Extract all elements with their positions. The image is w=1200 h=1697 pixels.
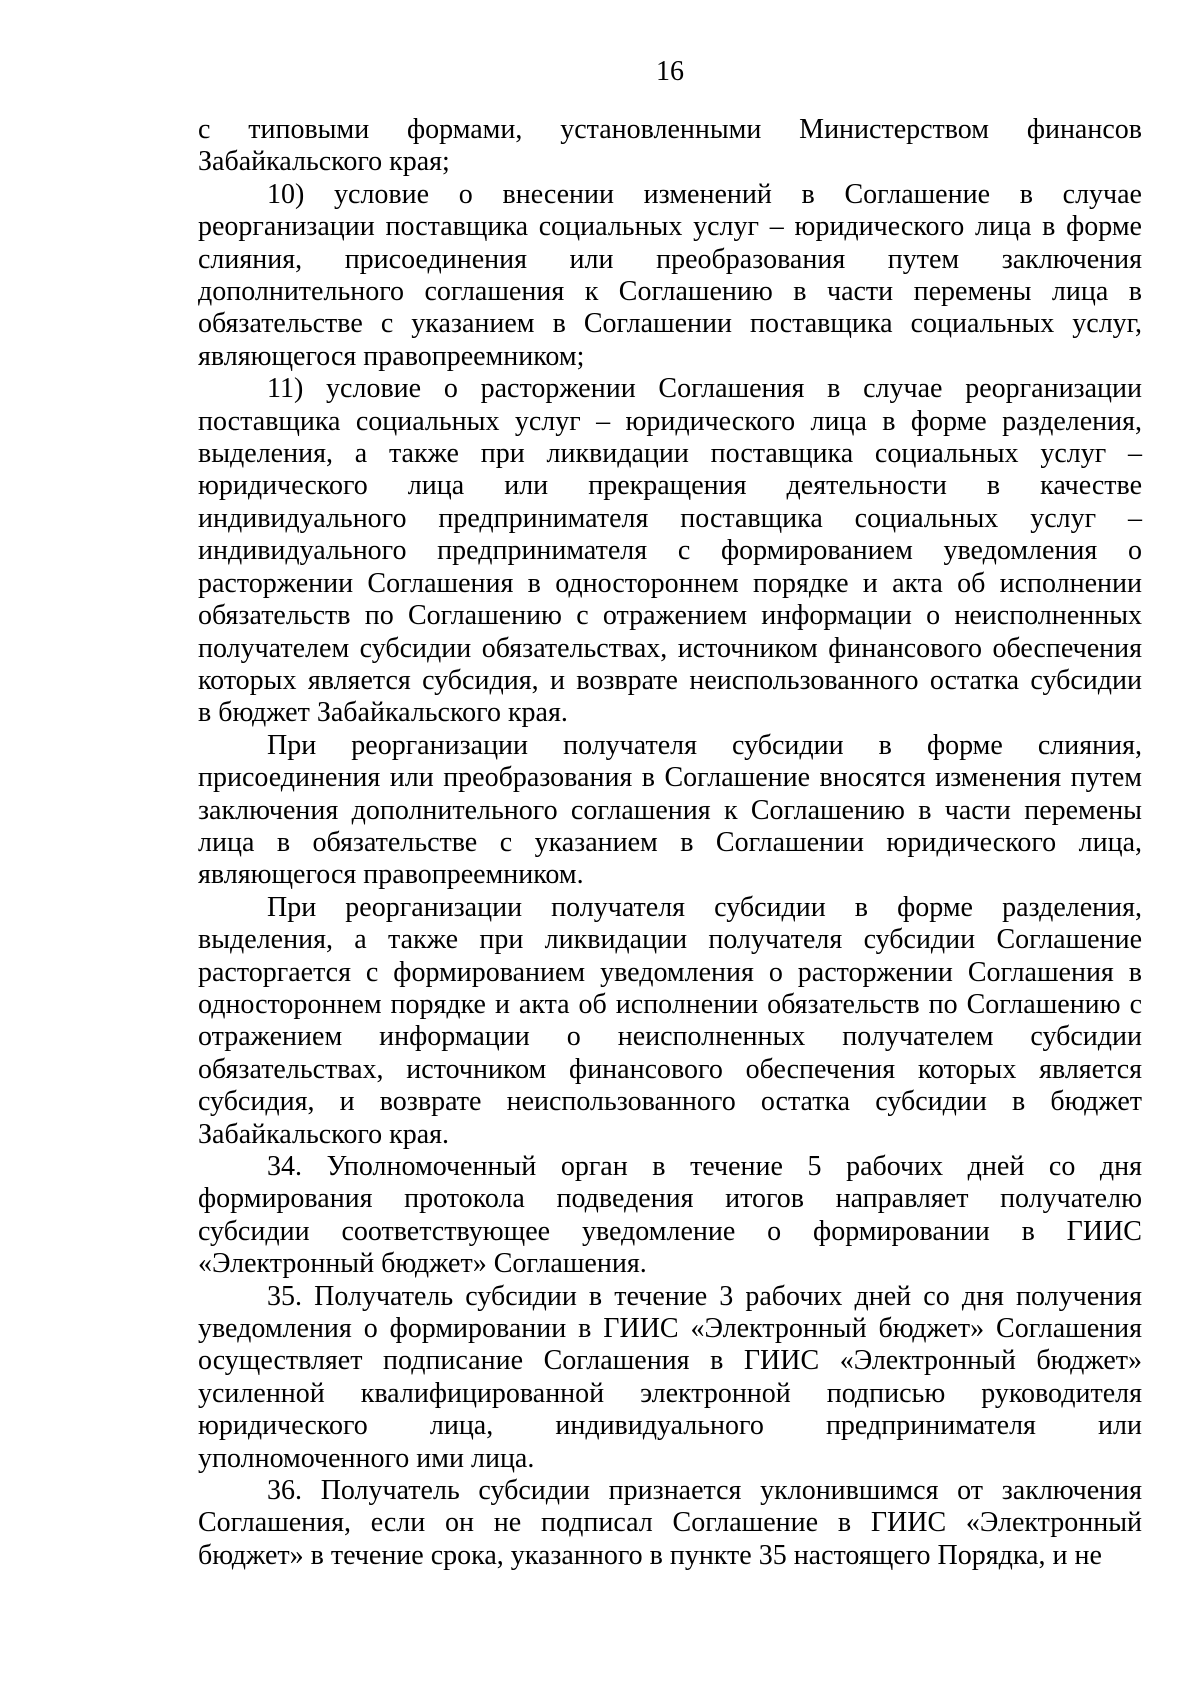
text-line: индивидуального предпринимателя с формированием уведомления о — [198, 535, 1142, 567]
text-line: бюджет» в течение срока, указанного в пункте 35 настоящего Порядка, и не — [198, 1539, 1102, 1571]
text-line: одностороннем порядке и акта об исполнении обязательств по Соглашению с — [198, 988, 1142, 1020]
text-line: дополнительного соглашения к Соглашению в части перемены лица в — [198, 276, 1142, 308]
text-line: с типовыми формами, установленными Министерством финансов — [198, 114, 1142, 145]
text-line: заключения дополнительного соглашения к Соглашению в части перемены — [198, 794, 1142, 826]
text-line: формирования протокола подведения итогов направляет получателю — [198, 1183, 1142, 1215]
text-line: являющегося правопреемником. — [198, 859, 584, 891]
page-number: 16 — [656, 56, 684, 87]
text-line: индивидуального предпринимателя поставщика социальных услуг – — [198, 502, 1142, 534]
text-line: получателем субсидии обязательствах, источником финансового обеспечения — [198, 632, 1142, 664]
text-line: в бюджет Забайкальского края. — [198, 697, 568, 729]
text-line: реорганизации поставщика социальных услуг – юридического лица в форме — [198, 211, 1142, 243]
text-line: Забайкальского края. — [198, 1118, 450, 1150]
text-line: расторгается с формированием уведомления о расторжении Соглашения в — [198, 956, 1142, 988]
text-line: 11) условие о расторжении Соглашения в случае реорганизации — [267, 373, 1142, 405]
text-line: осуществляет подписание Соглашения в ГИИС «Электронный бюджет» — [198, 1345, 1142, 1377]
text-line: расторжении Соглашения в одностороннем порядке и акта об исполнении — [198, 567, 1142, 599]
text-line: юридического лица, индивидуального предпринимателя или — [198, 1410, 1142, 1442]
text-line: поставщика социальных услуг – юридического лица в форме разделения, — [198, 405, 1142, 437]
text-line: слияния, присоединения или преобразования путем заключения — [198, 243, 1142, 275]
text-line: уполномоченного ими лица. — [198, 1442, 535, 1474]
text-line: выделения, а также при ликвидации получателя субсидии Соглашение — [198, 924, 1142, 956]
text-line: уведомления о формировании в ГИИС «Электронный бюджет» Соглашения — [198, 1313, 1142, 1345]
text-line: 34. Уполномоченный орган в течение 5 рабочих дней со дня — [267, 1151, 1142, 1182]
text-line: обязательстве с указанием в Соглашении поставщика социальных услуг, — [198, 308, 1142, 340]
text-line: обязательствах, источником финансового обеспечения которых является — [198, 1053, 1142, 1085]
text-line: присоединения или преобразования в Соглашение вносятся изменения путем — [198, 762, 1142, 794]
text-line: субсидия, и возврате неиспользованного остатка субсидии в бюджет — [198, 1086, 1142, 1118]
text-line: выделения, а также при ликвидации поставщика социальных услуг – — [198, 438, 1142, 470]
text-line: 10) условие о внесении изменений в Соглашение в случае — [267, 178, 1142, 210]
text-line: Соглашения, если он не подписал Соглашение в ГИИС «Электронный — [198, 1507, 1142, 1539]
text-line: субсидии соответствующее уведомление о формировании в ГИИС — [198, 1215, 1142, 1247]
text-line: отражением информации о неисполненных получателем субсидии — [198, 1021, 1142, 1053]
text-line: При реорганизации получателя субсидии в форме слияния, — [267, 729, 1142, 761]
text-line: усиленной квалифицированной электронной подписью руководителя — [198, 1377, 1142, 1409]
text-line: 36. Получатель субсидии признается уклонившимся от заключения — [267, 1475, 1142, 1507]
text-line: юридического лица или прекращения деятельности в качестве — [198, 470, 1142, 502]
text-line: лица в обязательстве с указанием в Соглашении юридического лица, — [198, 826, 1142, 858]
text-line: являющегося правопреемником; — [198, 340, 585, 372]
text-line: При реорганизации получателя субсидии в форме разделения, — [267, 891, 1142, 923]
document-body — [198, 114, 1142, 1572]
text-line: которых является субсидия, и возврате неиспользованного остатка субсидии — [198, 664, 1142, 696]
text-line: «Электронный бюджет» Соглашения. — [198, 1248, 647, 1280]
text-line: обязательств по Соглашению с отражением информации о неисполненных — [198, 600, 1142, 632]
text-line: Забайкальского края; — [198, 146, 450, 178]
text-line: 35. Получатель субсидии в течение 3 рабочих дней со дня получения — [267, 1280, 1142, 1312]
